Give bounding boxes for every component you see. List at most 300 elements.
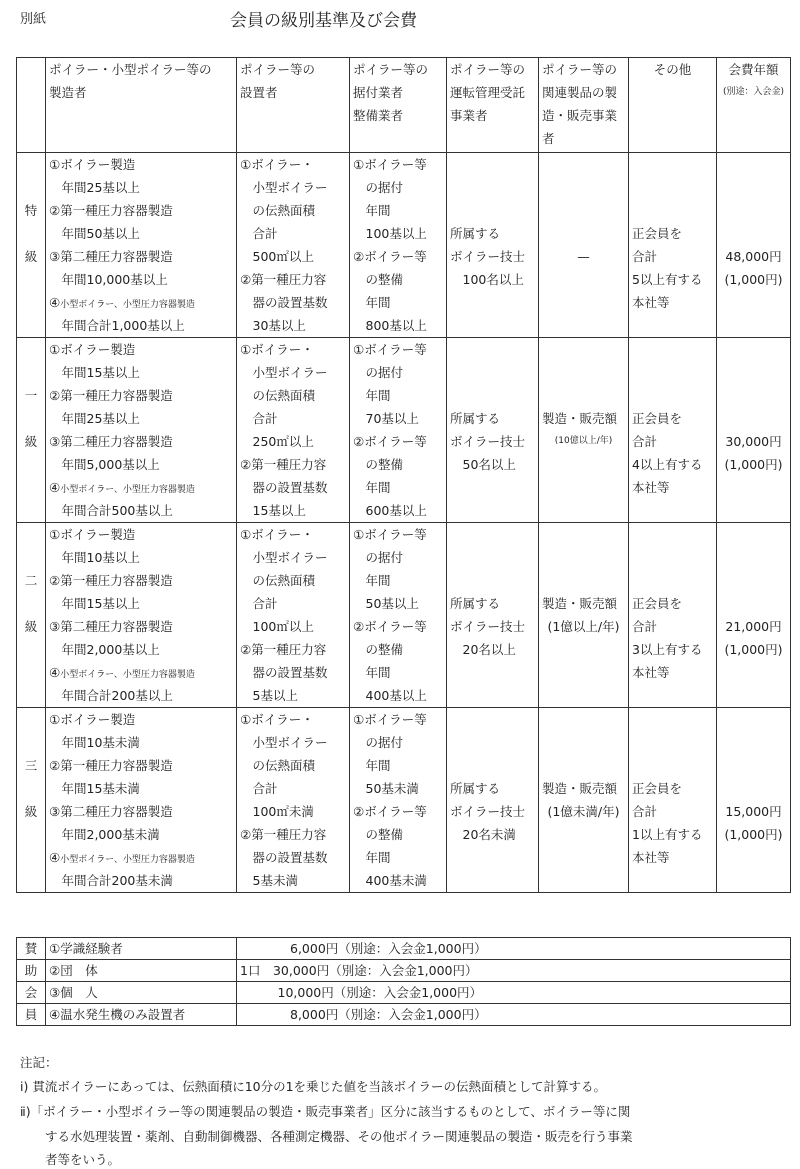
cell-line: ②第一種圧力容器製造 bbox=[49, 758, 173, 773]
cell-line bbox=[450, 731, 535, 754]
cell-line: ③第二種圧力容器製造 bbox=[49, 619, 173, 634]
cell-line: 年間 bbox=[353, 758, 391, 773]
grade-char bbox=[17, 546, 45, 569]
cell-line bbox=[542, 869, 625, 892]
cell-line bbox=[720, 291, 787, 314]
cell-line: 小型ボイラー bbox=[240, 735, 328, 750]
cell-line: 600基以上 bbox=[353, 503, 427, 518]
cell-c2 bbox=[237, 523, 350, 708]
cell-line bbox=[720, 407, 787, 430]
cell-line: 年間 bbox=[353, 573, 391, 588]
cell-line: ②第一種圧力容 bbox=[240, 642, 327, 657]
cell-line bbox=[720, 661, 787, 684]
cell-line: の伝熱面積 bbox=[240, 203, 316, 218]
cell-line: 年間 bbox=[353, 480, 391, 495]
cell-line: 製造・販売額 bbox=[542, 781, 618, 796]
cell-line: の整備 bbox=[353, 272, 404, 287]
grade-char: 二 bbox=[24, 573, 38, 588]
cell-line bbox=[632, 546, 713, 569]
cell-line: ③第二種圧力容器製造 bbox=[49, 434, 173, 449]
grade-char bbox=[17, 361, 45, 384]
cell-line: 器の設置基数 bbox=[240, 480, 328, 495]
column-header-text: ポイラー等の 関連製品の製 造・販売事業 者 bbox=[542, 62, 618, 146]
cell-line: 正会員を bbox=[632, 226, 683, 241]
grade-char bbox=[17, 846, 45, 869]
cell-line bbox=[450, 176, 535, 199]
member-type: ②団 体 bbox=[46, 960, 237, 982]
grade-char: 級 bbox=[24, 249, 38, 264]
column-header-text: ポイラー等の 運転管理受託 事業者 bbox=[450, 62, 526, 123]
cell-line bbox=[49, 291, 233, 314]
grade-char bbox=[17, 314, 45, 337]
member-type: ③個 人 bbox=[46, 982, 237, 1004]
cell-line: の据付 bbox=[353, 365, 404, 380]
cell-line: 合計 bbox=[632, 619, 658, 634]
cell-line: 年間 bbox=[353, 203, 391, 218]
cell-line bbox=[720, 199, 787, 222]
cell-line: (1,000円) bbox=[724, 827, 783, 842]
cell-line bbox=[450, 754, 535, 777]
cell-line bbox=[632, 869, 713, 892]
cell-line bbox=[632, 153, 713, 176]
cell-line: 5以上有する bbox=[632, 272, 703, 287]
cell-line: (1,000円) bbox=[724, 272, 783, 287]
grade-name bbox=[17, 153, 46, 338]
cell-line: (1,000円) bbox=[724, 642, 783, 657]
cell-line: 合計 bbox=[632, 804, 658, 819]
cell-line bbox=[49, 661, 233, 684]
cell-line bbox=[720, 338, 787, 361]
grade-name bbox=[17, 523, 46, 708]
cell-c1 bbox=[46, 523, 237, 708]
cell-line: 器の設置基数 bbox=[240, 665, 328, 680]
cell-line: 年間 bbox=[353, 850, 391, 865]
cell-line: 400基未満 bbox=[353, 873, 427, 888]
cell-line: ②第一種圧力容器製造 bbox=[49, 388, 173, 403]
cell-c5 bbox=[539, 153, 629, 338]
cell-line: 800基以上 bbox=[353, 318, 427, 333]
cell-line: 70基以上 bbox=[353, 411, 419, 426]
cell-c2 bbox=[237, 708, 350, 893]
cell-line: (10億以上/年) bbox=[554, 436, 613, 446]
cell-line bbox=[632, 708, 713, 731]
cell-c7 bbox=[717, 338, 791, 523]
cell-line bbox=[720, 731, 787, 754]
cell-line bbox=[632, 176, 713, 199]
cell-line bbox=[450, 708, 535, 731]
item-small-text: 小型ボイラー、小型圧力容器製造 bbox=[60, 300, 195, 310]
cell-line: 15基以上 bbox=[240, 503, 306, 518]
cell-line bbox=[542, 268, 625, 291]
cell-line: ②ボイラー等 bbox=[353, 434, 427, 449]
grade-char bbox=[17, 823, 45, 846]
cell-line: の据付 bbox=[353, 180, 404, 195]
cell-line: 本社等 bbox=[632, 850, 670, 865]
supporting-row bbox=[17, 982, 791, 1004]
cell-line bbox=[542, 569, 625, 592]
cell-line: ①ボイラー・ bbox=[240, 712, 314, 727]
cell-c3 bbox=[350, 153, 447, 338]
cell-line: — bbox=[577, 249, 590, 264]
cell-line: の整備 bbox=[353, 642, 404, 657]
cell-line: 50基以上 bbox=[353, 596, 419, 611]
grade-char bbox=[17, 661, 45, 684]
cell-line bbox=[720, 684, 787, 707]
cell-c5 bbox=[539, 338, 629, 523]
cell-line: (1,000円) bbox=[724, 457, 783, 472]
cell-line: の伝熱面積 bbox=[240, 758, 316, 773]
cell-c6 bbox=[629, 523, 717, 708]
grade-char: 一 bbox=[24, 388, 38, 403]
cell-line bbox=[450, 661, 535, 684]
cell-line bbox=[632, 338, 713, 361]
cell-c1 bbox=[46, 153, 237, 338]
cell-line bbox=[542, 476, 625, 499]
note-line: する水処理装置・薬剤、自動制御機器、各種測定機器、その他ボイラー関連製品の製造・販売を行う事業 bbox=[20, 1129, 633, 1144]
cell-line bbox=[720, 869, 787, 892]
member-type: ①学識経験者 bbox=[46, 938, 237, 960]
cell-line: 年間合計1,000基以上 bbox=[49, 318, 185, 333]
cell-line: 本社等 bbox=[632, 480, 670, 495]
cell-line bbox=[720, 523, 787, 546]
column-header bbox=[629, 58, 717, 153]
cell-line: ②ボイラー等 bbox=[353, 804, 427, 819]
grade-char bbox=[17, 777, 45, 800]
column-header-text: 会費年額 bbox=[728, 62, 779, 77]
item-mark: ④ bbox=[49, 665, 61, 680]
header-row bbox=[17, 58, 791, 153]
cell-line: 年間25基以上 bbox=[49, 180, 140, 195]
grade-row bbox=[17, 153, 791, 338]
cell-line bbox=[450, 314, 535, 337]
column-header-text: ポイラー・小型ポイラー等の 製造者 bbox=[49, 62, 212, 100]
page-title: 会員の級別基準及び会費 bbox=[230, 11, 417, 31]
grade-char bbox=[17, 638, 45, 661]
cell-line bbox=[542, 754, 625, 777]
cell-line: 器の設置基数 bbox=[240, 295, 328, 310]
grade-char bbox=[17, 291, 45, 314]
grade-char bbox=[17, 869, 45, 892]
grade-row bbox=[17, 523, 791, 708]
supporting-label-char: 賛 bbox=[17, 938, 46, 960]
attachment-label: 別紙 bbox=[20, 12, 47, 27]
cell-line: 30,000円 bbox=[725, 434, 782, 449]
cell-c6 bbox=[629, 338, 717, 523]
header-corner bbox=[17, 58, 46, 153]
grade-char bbox=[17, 153, 45, 176]
cell-c5 bbox=[539, 523, 629, 708]
cell-line: 年間15基以上 bbox=[49, 596, 140, 611]
cell-line: 100㎡以上 bbox=[240, 619, 314, 634]
cell-line: 年間2,000基以上 bbox=[49, 642, 160, 657]
cell-line bbox=[542, 453, 625, 476]
supporting-label-char: 助 bbox=[17, 960, 46, 982]
cell-line: ①ボイラー等 bbox=[353, 712, 427, 727]
cell-line: 器の設置基数 bbox=[240, 850, 328, 865]
cell-line: の整備 bbox=[353, 457, 404, 472]
cell-line: 年間10基未満 bbox=[49, 735, 140, 750]
cell-line: ①ボイラー等 bbox=[353, 527, 427, 542]
cell-line bbox=[720, 176, 787, 199]
cell-c3 bbox=[350, 338, 447, 523]
cell-line bbox=[542, 176, 625, 199]
cell-line bbox=[720, 708, 787, 731]
cell-line: 100名以上 bbox=[450, 272, 524, 287]
cell-line bbox=[450, 476, 535, 499]
cell-c4 bbox=[447, 523, 539, 708]
cell-line bbox=[720, 592, 787, 615]
cell-line: の伝熱面積 bbox=[240, 388, 316, 403]
cell-line bbox=[720, 476, 787, 499]
cell-line: 21,000円 bbox=[725, 619, 782, 634]
cell-line: 年間合計200基以上 bbox=[49, 688, 173, 703]
cell-line: 所属する bbox=[450, 596, 501, 611]
grade-char: 三 bbox=[24, 758, 38, 773]
cell-line: 20名未満 bbox=[450, 827, 516, 842]
supporting-label-char: 員 bbox=[17, 1004, 46, 1026]
member-fee: 1口 30,000円（別途：入会金1,000円） bbox=[237, 960, 791, 982]
cell-c1 bbox=[46, 338, 237, 523]
cell-line bbox=[632, 754, 713, 777]
cell-line: ①ボイラー等 bbox=[353, 342, 427, 357]
cell-c7 bbox=[717, 153, 791, 338]
cell-line bbox=[720, 777, 787, 800]
cell-line: ②ボイラー等 bbox=[353, 619, 427, 634]
cell-line bbox=[542, 661, 625, 684]
cell-line bbox=[450, 684, 535, 707]
cell-line: 50名以上 bbox=[450, 457, 516, 472]
cell-line bbox=[542, 523, 625, 546]
cell-line: ①ボイラー製造 bbox=[49, 712, 136, 727]
cell-line: の伝熱面積 bbox=[240, 573, 316, 588]
cell-line: ①ボイラー製造 bbox=[49, 157, 136, 172]
column-header bbox=[539, 58, 629, 153]
cell-line: 合計 bbox=[240, 226, 278, 241]
supporting-label-char: 会 bbox=[17, 982, 46, 1004]
cell-line bbox=[450, 291, 535, 314]
cell-line: 年間 bbox=[353, 388, 391, 403]
cell-line: 製造・販売額 bbox=[542, 411, 618, 426]
cell-line bbox=[450, 869, 535, 892]
grade-char: 級 bbox=[24, 619, 38, 634]
supporting-row bbox=[17, 960, 791, 982]
cell-line: 年間 bbox=[353, 295, 391, 310]
cell-line bbox=[720, 546, 787, 569]
supporting-member-table bbox=[16, 937, 791, 1026]
cell-line: 年間2,000基未満 bbox=[49, 827, 160, 842]
cell-line: 5基未満 bbox=[240, 873, 298, 888]
cell-line: ②第一種圧力容器製造 bbox=[49, 203, 173, 218]
grade-char bbox=[17, 592, 45, 615]
cell-line: 製造・販売額 bbox=[542, 596, 618, 611]
cell-line bbox=[720, 499, 787, 522]
grade-name bbox=[17, 708, 46, 893]
cell-line bbox=[542, 222, 625, 245]
grade-char: 級 bbox=[24, 434, 38, 449]
cell-line: 年間合計200基未満 bbox=[49, 873, 173, 888]
cell-c7 bbox=[717, 523, 791, 708]
cell-line: ②ボイラー等 bbox=[353, 249, 427, 264]
member-fee: 6,000円（別途：入会金1,000円） bbox=[237, 938, 791, 960]
cell-line bbox=[720, 754, 787, 777]
cell-line: 本社等 bbox=[632, 665, 670, 680]
cell-line: ①ボイラー製造 bbox=[49, 527, 136, 542]
cell-line: ③第二種圧力容器製造 bbox=[49, 249, 173, 264]
cell-line: 所属する bbox=[450, 411, 501, 426]
member-type: ④温水発生機のみ設置者 bbox=[46, 1004, 237, 1026]
cell-line: 正会員を bbox=[632, 781, 683, 796]
cell-line: 年間合計500基以上 bbox=[49, 503, 173, 518]
cell-line: ボイラー技士 bbox=[450, 804, 526, 819]
cell-line: 48,000円 bbox=[725, 249, 782, 264]
cell-line bbox=[450, 499, 535, 522]
cell-line bbox=[542, 338, 625, 361]
cell-line bbox=[542, 199, 625, 222]
grade-char bbox=[17, 338, 45, 361]
cell-c4 bbox=[447, 338, 539, 523]
cell-line: ②第一種圧力容器製造 bbox=[49, 573, 173, 588]
cell-line: の据付 bbox=[353, 735, 404, 750]
cell-line bbox=[450, 199, 535, 222]
grade-char bbox=[17, 708, 45, 731]
column-header-text: その他 bbox=[653, 62, 692, 77]
cell-line: ②第一種圧力容 bbox=[240, 827, 327, 842]
column-header bbox=[46, 58, 237, 153]
column-header bbox=[447, 58, 539, 153]
grade-char bbox=[17, 268, 45, 291]
grade-row bbox=[17, 708, 791, 893]
cell-c3 bbox=[350, 708, 447, 893]
supporting-row bbox=[17, 938, 791, 960]
member-fee: 10,000円（別途：入会金1,000円） bbox=[237, 982, 791, 1004]
cell-line bbox=[49, 476, 233, 499]
cell-line bbox=[720, 153, 787, 176]
cell-line: 合計 bbox=[240, 781, 278, 796]
cell-line bbox=[542, 314, 625, 337]
cell-line: 年間10,000基以上 bbox=[49, 272, 168, 287]
cell-line bbox=[450, 846, 535, 869]
item-small-text: 小型ボイラー、小型圧力容器製造 bbox=[60, 670, 195, 680]
column-header bbox=[350, 58, 447, 153]
member-fee: 8,000円（別途：入会金1,000円） bbox=[237, 1004, 791, 1026]
grade-char bbox=[17, 176, 45, 199]
cell-line bbox=[632, 684, 713, 707]
fee-note: (別途：入会金) bbox=[722, 87, 785, 97]
cell-c1 bbox=[46, 708, 237, 893]
cell-line bbox=[632, 731, 713, 754]
cell-line: 年間25基以上 bbox=[49, 411, 140, 426]
cell-line bbox=[542, 153, 625, 176]
cell-line: 正会員を bbox=[632, 596, 683, 611]
cell-line bbox=[720, 384, 787, 407]
cell-c2 bbox=[237, 338, 350, 523]
cell-line bbox=[720, 361, 787, 384]
cell-line: (1億以上/年) bbox=[547, 619, 620, 634]
item-mark: ④ bbox=[49, 480, 61, 495]
cell-line: 所属する bbox=[450, 781, 501, 796]
cell-line bbox=[542, 291, 625, 314]
column-header-text: ポイラー等の 設置者 bbox=[240, 62, 316, 100]
note-line: 者等をいう。 bbox=[20, 1152, 121, 1167]
cell-line: 合計 bbox=[240, 596, 278, 611]
cell-line bbox=[632, 523, 713, 546]
cell-line bbox=[450, 523, 535, 546]
grade-char bbox=[17, 684, 45, 707]
cell-c4 bbox=[447, 153, 539, 338]
cell-line bbox=[542, 708, 625, 731]
cell-line bbox=[720, 222, 787, 245]
cell-line: 年間15基以上 bbox=[49, 365, 140, 380]
cell-line: 小型ボイラー bbox=[240, 365, 328, 380]
cell-line: ボイラー技士 bbox=[450, 249, 526, 264]
cell-line bbox=[632, 314, 713, 337]
cell-line bbox=[450, 569, 535, 592]
cell-line bbox=[542, 499, 625, 522]
cell-line bbox=[542, 384, 625, 407]
cell-c5 bbox=[539, 708, 629, 893]
cell-line: 正会員を bbox=[632, 411, 683, 426]
grade-char bbox=[17, 523, 45, 546]
column-header-text: ポイラー等の 据付業者 整備業者 bbox=[353, 62, 429, 123]
cell-line: の据付 bbox=[353, 550, 404, 565]
cell-line: 合計 bbox=[632, 249, 658, 264]
cell-line: 年間 bbox=[353, 665, 391, 680]
cell-line bbox=[49, 846, 233, 869]
cell-c3 bbox=[350, 523, 447, 708]
note-line: ⅱ)「ボイラー・小型ボイラー等の関連製品の製造・販売事業者」区分に該当するものとして、ボイラー等に関 bbox=[20, 1104, 631, 1119]
cell-c6 bbox=[629, 708, 717, 893]
cell-line: 15,000円 bbox=[725, 804, 782, 819]
cell-c7 bbox=[717, 708, 791, 893]
cell-line bbox=[450, 384, 535, 407]
cell-line: 1以上有する bbox=[632, 827, 703, 842]
cell-line bbox=[720, 314, 787, 337]
cell-line: 4以上有する bbox=[632, 457, 703, 472]
cell-c6 bbox=[629, 153, 717, 338]
grade-char: 特 bbox=[24, 203, 38, 218]
cell-c2 bbox=[237, 153, 350, 338]
cell-line: 100基以上 bbox=[353, 226, 427, 241]
cell-line bbox=[450, 338, 535, 361]
cell-line bbox=[542, 731, 625, 754]
grade-char bbox=[17, 453, 45, 476]
grade-char bbox=[17, 731, 45, 754]
grade-char: 級 bbox=[24, 804, 38, 819]
column-header bbox=[237, 58, 350, 153]
cell-line: 小型ボイラー bbox=[240, 550, 328, 565]
cell-line: 合計 bbox=[632, 434, 658, 449]
cell-line: 合計 bbox=[240, 411, 278, 426]
cell-line: 小型ボイラー bbox=[240, 180, 328, 195]
cell-line bbox=[450, 361, 535, 384]
cell-line: ①ボイラー・ bbox=[240, 342, 314, 357]
cell-line bbox=[720, 569, 787, 592]
supporting-row bbox=[17, 1004, 791, 1026]
cell-line: 20名以上 bbox=[450, 642, 516, 657]
grade-name bbox=[17, 338, 46, 523]
cell-line: ボイラー技士 bbox=[450, 619, 526, 634]
cell-line bbox=[632, 384, 713, 407]
cell-line bbox=[632, 361, 713, 384]
cell-line: 年間10基以上 bbox=[49, 550, 140, 565]
cell-line: 3以上有する bbox=[632, 642, 703, 657]
cell-line bbox=[542, 638, 625, 661]
cell-line: ②第一種圧力容 bbox=[240, 457, 327, 472]
cell-line bbox=[450, 153, 535, 176]
cell-line bbox=[542, 823, 625, 846]
cell-line: 年間15基未満 bbox=[49, 781, 140, 796]
cell-line: 年間5,000基以上 bbox=[49, 457, 160, 472]
